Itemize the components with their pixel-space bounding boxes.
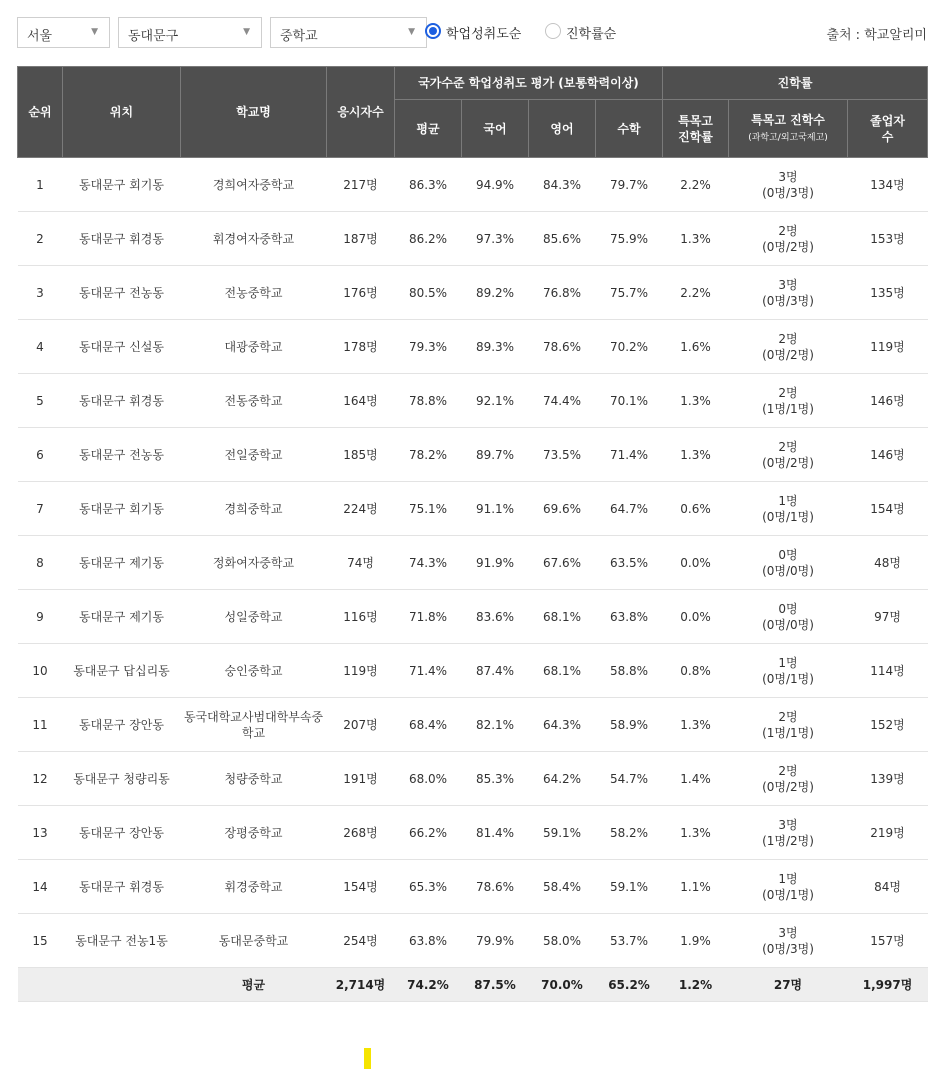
- special-count-total: 1명: [778, 655, 798, 670]
- school-name-cell: 장평중학교: [181, 806, 327, 860]
- graduates-cell: 134명: [848, 158, 928, 212]
- average-score-cell: 78.8%: [395, 374, 462, 428]
- special-rate-cell: 1.4%: [663, 752, 729, 806]
- source-note: 출처 : 학교알리미: [826, 28, 927, 43]
- special-count-total: 2명: [778, 223, 798, 238]
- special-count-cell: [729, 158, 848, 212]
- special-count-detail: (0명/0명): [762, 617, 814, 632]
- english-score-cell: 69.6%: [529, 482, 596, 536]
- graduates-cell: 135명: [848, 266, 928, 320]
- chevron-down-icon: ▼: [243, 27, 250, 37]
- location-cell: 동대문구 휘경동: [63, 860, 181, 914]
- header-graduates-line2: 수: [881, 129, 894, 144]
- sort-achievement-label: 학업성취도순: [446, 27, 522, 42]
- korean-score-cell: 83.6%: [462, 590, 529, 644]
- average-math: 65.2%: [596, 968, 663, 1002]
- examinees-cell: 154명: [327, 860, 395, 914]
- korean-score-cell: 78.6%: [462, 860, 529, 914]
- location-cell: 동대문구 전농동: [63, 266, 181, 320]
- math-score-cell: 53.7%: [596, 914, 663, 968]
- special-count-cell: [729, 914, 848, 968]
- english-score-cell: 58.4%: [529, 860, 596, 914]
- rank-cell: 10: [18, 644, 63, 698]
- location-cell: 동대문구 휘경동: [63, 374, 181, 428]
- special-rate-cell: 0.6%: [663, 482, 729, 536]
- average-score-cell: 71.8%: [395, 590, 462, 644]
- sort-achievement-radio[interactable]: [425, 23, 545, 41]
- average-score-cell: 78.2%: [395, 428, 462, 482]
- rank-cell: 11: [18, 698, 63, 752]
- special-count-total: 0명: [778, 547, 798, 562]
- english-score-cell: 64.3%: [529, 698, 596, 752]
- rank-cell: 1: [18, 158, 63, 212]
- special-count-cell: [729, 374, 848, 428]
- special-count-total: 1명: [778, 493, 798, 508]
- korean-score-cell: 85.3%: [462, 752, 529, 806]
- english-score-cell: 85.6%: [529, 212, 596, 266]
- special-count-cell: [729, 860, 848, 914]
- rank-cell: 13: [18, 806, 63, 860]
- table-row: [18, 752, 928, 806]
- school-name-cell: 경희여자중학교: [181, 158, 327, 212]
- english-score-cell: 68.1%: [529, 644, 596, 698]
- average-score-cell: 66.2%: [395, 806, 462, 860]
- graduates-cell: 157명: [848, 914, 928, 968]
- korean-score-cell: 87.4%: [462, 644, 529, 698]
- math-score-cell: 71.4%: [596, 428, 663, 482]
- average-english: 70.0%: [529, 968, 596, 1002]
- location-cell: 동대문구 전농동: [63, 428, 181, 482]
- average-score-cell: 75.1%: [395, 482, 462, 536]
- math-score-cell: 63.8%: [596, 590, 663, 644]
- average-score-cell: 80.5%: [395, 266, 462, 320]
- graduates-cell: 154명: [848, 482, 928, 536]
- korean-score-cell: 82.1%: [462, 698, 529, 752]
- location-cell: 동대문구 신설동: [63, 320, 181, 374]
- special-count-detail: (0명/1명): [762, 509, 814, 524]
- math-score-cell: 79.7%: [596, 158, 663, 212]
- average-score-cell: 68.0%: [395, 752, 462, 806]
- location-cell: 동대문구 장안동: [63, 806, 181, 860]
- filter-toolbar: [17, 17, 927, 48]
- graduates-cell: 97명: [848, 590, 928, 644]
- school-name-cell: 정화여자중학교: [181, 536, 327, 590]
- header-rank: 순위: [18, 67, 63, 158]
- average-korean: 87.5%: [462, 968, 529, 1002]
- special-rate-cell: 1.3%: [663, 374, 729, 428]
- english-score-cell: 78.6%: [529, 320, 596, 374]
- rank-cell: 8: [18, 536, 63, 590]
- graduates-cell: 219명: [848, 806, 928, 860]
- examinees-cell: 217명: [327, 158, 395, 212]
- average-examinees: 2,714명: [327, 968, 395, 1002]
- average-label: 평균: [181, 968, 327, 1002]
- special-count-detail: (0명/3명): [762, 941, 814, 956]
- school-name-cell: 경희중학교: [181, 482, 327, 536]
- table-row: [18, 482, 928, 536]
- school-level-select-value: 중학교: [280, 29, 318, 44]
- special-rate-cell: 1.9%: [663, 914, 729, 968]
- location-cell: 동대문구 회기동: [63, 158, 181, 212]
- english-score-cell: 73.5%: [529, 428, 596, 482]
- header-average: 평균: [395, 100, 462, 158]
- school-name-cell: 숭인중학교: [181, 644, 327, 698]
- header-special-count: [729, 100, 848, 158]
- text-cursor-marker: [364, 1048, 371, 1069]
- special-count-total: 0명: [778, 601, 798, 616]
- school-name-cell: 전농중학교: [181, 266, 327, 320]
- header-achievement-group: 국가수준 학업성취도 평가 (보통학력이상): [395, 67, 663, 100]
- table-row: [18, 320, 928, 374]
- special-count-total: 1명: [778, 871, 798, 886]
- examinees-cell: 224명: [327, 482, 395, 536]
- graduates-cell: 146명: [848, 428, 928, 482]
- korean-score-cell: 91.1%: [462, 482, 529, 536]
- special-count-cell: [729, 590, 848, 644]
- special-count-cell: [729, 482, 848, 536]
- rank-cell: 2: [18, 212, 63, 266]
- table-row: [18, 806, 928, 860]
- special-rate-cell: 1.3%: [663, 806, 729, 860]
- korean-score-cell: 94.9%: [462, 158, 529, 212]
- math-score-cell: 75.9%: [596, 212, 663, 266]
- special-rate-cell: 1.3%: [663, 428, 729, 482]
- korean-score-cell: 89.7%: [462, 428, 529, 482]
- math-score-cell: 58.9%: [596, 698, 663, 752]
- header-korean: 국어: [462, 100, 529, 158]
- header-english: 영어: [529, 100, 596, 158]
- special-rate-cell: 0.8%: [663, 644, 729, 698]
- korean-score-cell: 81.4%: [462, 806, 529, 860]
- average-score-cell: 74.3%: [395, 536, 462, 590]
- graduates-cell: 146명: [848, 374, 928, 428]
- header-graduates: [848, 100, 928, 158]
- school-name-cell: 휘경중학교: [181, 860, 327, 914]
- special-count-total: 2명: [778, 439, 798, 454]
- graduates-cell: 153명: [848, 212, 928, 266]
- district-select[interactable]: [118, 17, 262, 48]
- special-rate-cell: 0.0%: [663, 590, 729, 644]
- graduates-cell: 119명: [848, 320, 928, 374]
- special-count-detail: (0명/2명): [762, 455, 814, 470]
- header-examinees: 응시자수: [327, 67, 395, 158]
- math-score-cell: 75.7%: [596, 266, 663, 320]
- special-count-detail: (0명/2명): [762, 239, 814, 254]
- special-count-detail: (0명/1명): [762, 671, 814, 686]
- location-cell: 동대문구 장안동: [63, 698, 181, 752]
- table-row: [18, 644, 928, 698]
- location-cell: 동대문구 답십리동: [63, 644, 181, 698]
- average-special-rate: 1.2%: [663, 968, 729, 1002]
- examinees-cell: 191명: [327, 752, 395, 806]
- table-row: [18, 860, 928, 914]
- table-row: [18, 536, 928, 590]
- english-score-cell: 74.4%: [529, 374, 596, 428]
- header-special-rate-line2: 진학률: [678, 129, 713, 144]
- header-special-count-title: 특목고 진학수: [751, 112, 825, 127]
- average-score-cell: 79.3%: [395, 320, 462, 374]
- special-count-detail: (1명/2명): [762, 833, 814, 848]
- special-count-total: 3명: [778, 817, 798, 832]
- special-count-detail: (0명/3명): [762, 185, 814, 200]
- korean-score-cell: 89.2%: [462, 266, 529, 320]
- average-rank-cell: [18, 968, 63, 1002]
- korean-score-cell: 91.9%: [462, 536, 529, 590]
- average-score-cell: 71.4%: [395, 644, 462, 698]
- location-cell: 동대문구 제기동: [63, 590, 181, 644]
- school-name-cell: 동대문중학교: [181, 914, 327, 968]
- special-count-cell: [729, 536, 848, 590]
- examinees-cell: 185명: [327, 428, 395, 482]
- chevron-down-icon: ▼: [91, 27, 98, 37]
- header-admission-group: 진학률: [663, 67, 928, 100]
- average-score-cell: 68.4%: [395, 698, 462, 752]
- school-name-cell: 청량중학교: [181, 752, 327, 806]
- examinees-cell: 164명: [327, 374, 395, 428]
- school-name-cell: 휘경여자중학교: [181, 212, 327, 266]
- special-count-cell: [729, 752, 848, 806]
- special-count-cell: [729, 644, 848, 698]
- examinees-cell: 268명: [327, 806, 395, 860]
- rank-cell: 4: [18, 320, 63, 374]
- table-row: [18, 914, 928, 968]
- special-count-detail: (1명/1명): [762, 725, 814, 740]
- english-score-cell: 64.2%: [529, 752, 596, 806]
- special-count-detail: (0명/1명): [762, 887, 814, 902]
- rank-cell: 3: [18, 266, 63, 320]
- header-math: 수학: [596, 100, 663, 158]
- table-body: [18, 158, 928, 968]
- table-row: [18, 374, 928, 428]
- average-score: 74.2%: [395, 968, 462, 1002]
- average-location-cell: [63, 968, 181, 1002]
- math-score-cell: 54.7%: [596, 752, 663, 806]
- school-name-cell: 대광중학교: [181, 320, 327, 374]
- examinees-cell: 74명: [327, 536, 395, 590]
- school-ranking-table: [17, 66, 928, 1002]
- examinees-cell: 116명: [327, 590, 395, 644]
- header-graduates-line1: 졸업자: [870, 113, 905, 128]
- special-count-total: 3명: [778, 277, 798, 292]
- table-row: [18, 158, 928, 212]
- graduates-cell: 152명: [848, 698, 928, 752]
- average-special-count: 27명: [729, 968, 848, 1002]
- table-row: [18, 590, 928, 644]
- math-score-cell: 64.7%: [596, 482, 663, 536]
- average-graduates: 1,997명: [848, 968, 928, 1002]
- average-score-cell: 63.8%: [395, 914, 462, 968]
- english-score-cell: 58.0%: [529, 914, 596, 968]
- header-special-count-note: (과학고/외고국제고): [748, 132, 828, 143]
- english-score-cell: 68.1%: [529, 590, 596, 644]
- special-count-detail: (1명/1명): [762, 401, 814, 416]
- average-score-cell: 86.2%: [395, 212, 462, 266]
- special-count-detail: (0명/2명): [762, 347, 814, 362]
- special-rate-cell: 0.0%: [663, 536, 729, 590]
- special-count-cell: [729, 806, 848, 860]
- rank-cell: 12: [18, 752, 63, 806]
- math-score-cell: 70.1%: [596, 374, 663, 428]
- rank-cell: 5: [18, 374, 63, 428]
- school-name-cell: 동국대학교사범대학부속중학교: [181, 698, 327, 752]
- location-cell: 동대문구 제기동: [63, 536, 181, 590]
- examinees-cell: 176명: [327, 266, 395, 320]
- examinees-cell: 119명: [327, 644, 395, 698]
- region-select-value: 서울: [27, 29, 53, 44]
- location-cell: 동대문구 청량리동: [63, 752, 181, 806]
- graduates-cell: 139명: [848, 752, 928, 806]
- table-row: [18, 212, 928, 266]
- sort-admission-label: 진학률순: [566, 27, 617, 42]
- special-count-detail: (0명/3명): [762, 293, 814, 308]
- special-count-total: 3명: [778, 169, 798, 184]
- rank-cell: 7: [18, 482, 63, 536]
- examinees-cell: 254명: [327, 914, 395, 968]
- english-score-cell: 84.3%: [529, 158, 596, 212]
- special-count-total: 3명: [778, 925, 798, 940]
- special-rate-cell: 2.2%: [663, 158, 729, 212]
- special-count-cell: [729, 428, 848, 482]
- special-rate-cell: 1.3%: [663, 698, 729, 752]
- math-score-cell: 58.2%: [596, 806, 663, 860]
- special-count-cell: [729, 212, 848, 266]
- korean-score-cell: 92.1%: [462, 374, 529, 428]
- rank-cell: 9: [18, 590, 63, 644]
- math-score-cell: 63.5%: [596, 536, 663, 590]
- english-score-cell: 59.1%: [529, 806, 596, 860]
- school-name-cell: 전동중학교: [181, 374, 327, 428]
- header-school: 학교명: [181, 67, 327, 158]
- table-row: [18, 698, 928, 752]
- special-count-cell: [729, 698, 848, 752]
- location-cell: 동대문구 회기동: [63, 482, 181, 536]
- math-score-cell: 58.8%: [596, 644, 663, 698]
- district-select-value: 동대문구: [128, 29, 179, 44]
- examinees-cell: 207명: [327, 698, 395, 752]
- special-rate-cell: 1.3%: [663, 212, 729, 266]
- examinees-cell: 178명: [327, 320, 395, 374]
- table-row: [18, 266, 928, 320]
- radio-unchecked-icon: [545, 23, 561, 39]
- rank-cell: 14: [18, 860, 63, 914]
- special-rate-cell: 1.6%: [663, 320, 729, 374]
- special-count-total: 2명: [778, 385, 798, 400]
- average-row: [18, 968, 928, 1002]
- average-score-cell: 65.3%: [395, 860, 462, 914]
- special-count-cell: [729, 266, 848, 320]
- school-name-cell: 전일중학교: [181, 428, 327, 482]
- header-location: 위치: [63, 67, 181, 158]
- korean-score-cell: 79.9%: [462, 914, 529, 968]
- english-score-cell: 67.6%: [529, 536, 596, 590]
- rank-cell: 6: [18, 428, 63, 482]
- special-count-detail: (0명/0명): [762, 563, 814, 578]
- average-score-cell: 86.3%: [395, 158, 462, 212]
- special-count-total: 2명: [778, 763, 798, 778]
- math-score-cell: 59.1%: [596, 860, 663, 914]
- graduates-cell: 84명: [848, 860, 928, 914]
- school-name-cell: 성일중학교: [181, 590, 327, 644]
- radio-checked-icon: [425, 23, 441, 39]
- special-count-cell: [729, 320, 848, 374]
- region-select[interactable]: [17, 17, 110, 48]
- special-count-total: 2명: [778, 331, 798, 346]
- special-count-total: 2명: [778, 709, 798, 724]
- header-special-rate-line1: 특목고: [678, 113, 713, 128]
- examinees-cell: 187명: [327, 212, 395, 266]
- special-rate-cell: 2.2%: [663, 266, 729, 320]
- location-cell: 동대문구 전농1동: [63, 914, 181, 968]
- special-count-detail: (0명/2명): [762, 779, 814, 794]
- location-cell: 동대문구 휘경동: [63, 212, 181, 266]
- school-level-select[interactable]: [270, 17, 427, 48]
- sort-admission-radio[interactable]: [545, 23, 645, 41]
- english-score-cell: 76.8%: [529, 266, 596, 320]
- graduates-cell: 48명: [848, 536, 928, 590]
- chevron-down-icon: ▼: [408, 27, 415, 37]
- math-score-cell: 70.2%: [596, 320, 663, 374]
- header-special-rate: [663, 100, 729, 158]
- rank-cell: 15: [18, 914, 63, 968]
- korean-score-cell: 97.3%: [462, 212, 529, 266]
- graduates-cell: 114명: [848, 644, 928, 698]
- korean-score-cell: 89.3%: [462, 320, 529, 374]
- special-rate-cell: 1.1%: [663, 860, 729, 914]
- table-row: [18, 428, 928, 482]
